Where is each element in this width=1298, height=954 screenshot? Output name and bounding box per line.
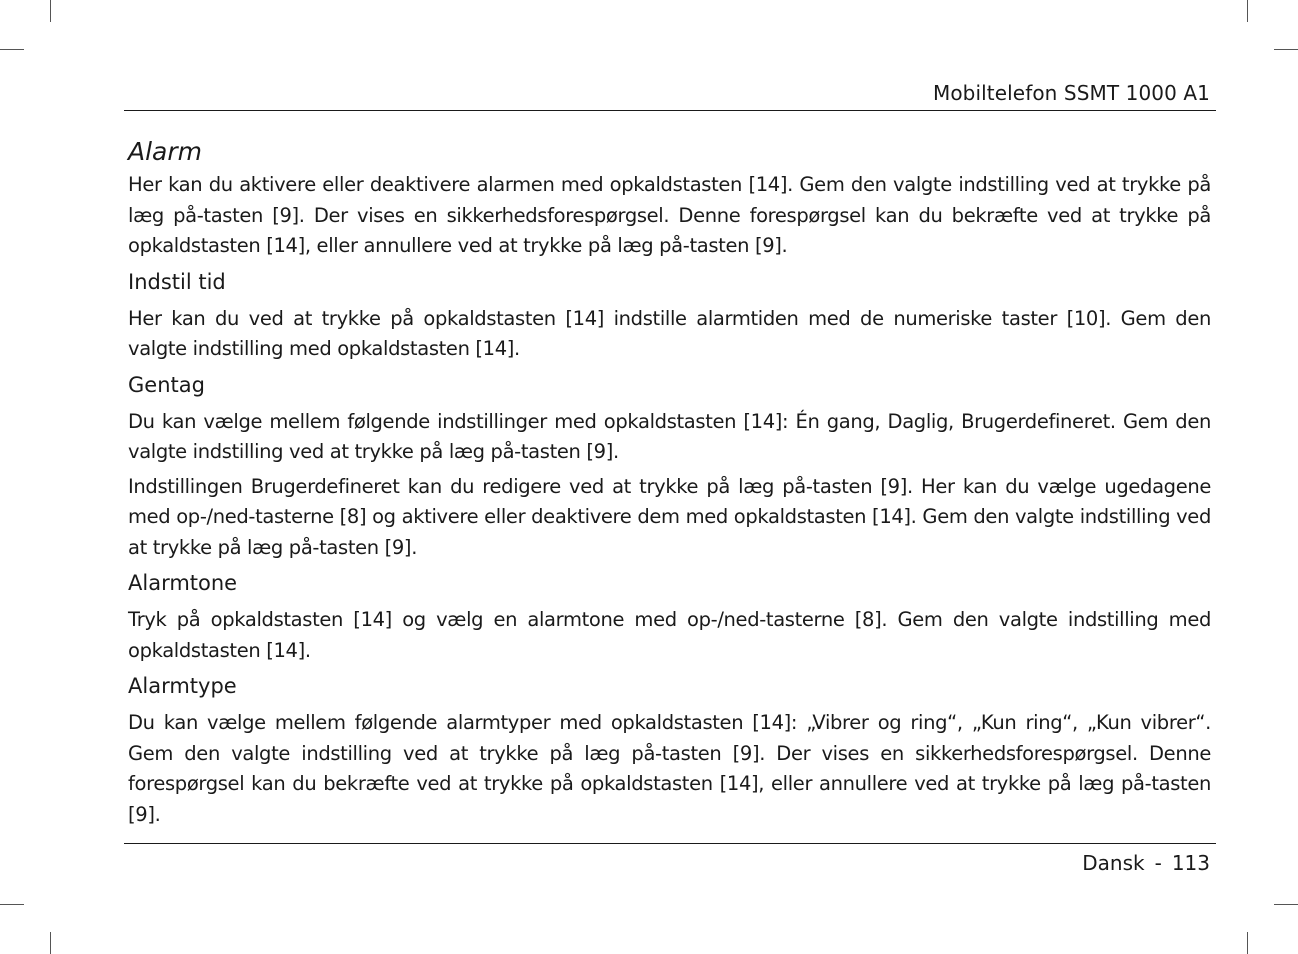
- subsection-title: Alarmtype: [128, 674, 237, 698]
- footer-separator: -: [1154, 851, 1162, 875]
- crop-mark: [0, 904, 24, 905]
- subsection-title: Gentag: [128, 372, 205, 397]
- paragraph: Du kan vælge mellem følgende indstillinger med opkaldstasten [14]: Én gang, Daglig, Brugerdefineret. Gem den valgte indstilling ved at trykke på læg på-tasten [9].: [128, 409, 1211, 463]
- crop-mark: [1274, 904, 1298, 905]
- crop-mark: [1247, 932, 1248, 954]
- subsection-indstil-tid: [128, 268, 1211, 365]
- running-header: Mobiltelefon SSMT 1000 A1: [932, 81, 1210, 105]
- paragraph: Du kan vælge mellem følgende alarmtyper med opkaldstasten [14]: „Vibrer og ring“, „Kun ring“, „Kun vibrer“. Gem den valgte indstilling ved at trykke på læg på-tasten [9]. Der vises en sikkerhedsforespørgsel. Denne forespørgsel kan du bekræfte ved at trykke på opkaldstasten [14], eller annullere ved at trykke på læg på-tasten [9].: [128, 711, 1211, 826]
- page-footer: [1082, 851, 1210, 875]
- crop-mark: [50, 0, 51, 22]
- crop-mark: [0, 49, 24, 50]
- section-intro: Her kan du aktivere eller deaktivere alarmen med opkaldstasten [14]. Gem den valgte indstilling ved at trykke på læg på-tasten [9]. Der vises en sikkerhedsforespørgsel. Denne forespørgsel kan du bekræfte ved at trykke på opkaldstasten [14], eller annullere ved at trykke på læg på-tasten [9].: [128, 173, 1211, 257]
- page-number: 113: [1171, 851, 1210, 875]
- header-rule: [124, 110, 1216, 111]
- crop-mark: [1274, 49, 1298, 50]
- paragraph: Indstillingen Brugerdefineret kan du redigere ved at trykke på læg på-tasten [9]. Her kan du vælge ugedagene med op-/ned-tasterne [8] og aktivere eller deaktivere dem med opkaldstasten [14]. Gem den valgte indstilling ved at trykke på læg på-tasten [9].: [128, 474, 1211, 559]
- subsection-gentag: [128, 371, 1211, 564]
- subsection-title: Indstil tid: [128, 269, 226, 294]
- subsection-alarmtype: [128, 672, 1211, 830]
- subsection-title: Alarmtone: [128, 571, 238, 595]
- section-title: Alarm: [128, 137, 202, 166]
- crop-mark: [50, 932, 51, 954]
- footer-rule: [124, 843, 1216, 844]
- crop-mark: [1247, 0, 1248, 22]
- subsection-alarmtone: [128, 569, 1211, 666]
- page-body: [128, 136, 1211, 834]
- paragraph: Her kan du ved at trykke på opkaldstasten [14] indstille alarmtiden med de numeriske taster [10]. Gem den valgte indstilling med opkaldstasten [14].: [128, 306, 1211, 360]
- paragraph: Tryk på opkaldstasten [14] og vælg en alarmtone med op-/ned-tasterne [8]. Gem den valgte indstilling med opkaldstasten [14].: [128, 608, 1211, 662]
- footer-language: Dansk: [1082, 851, 1145, 875]
